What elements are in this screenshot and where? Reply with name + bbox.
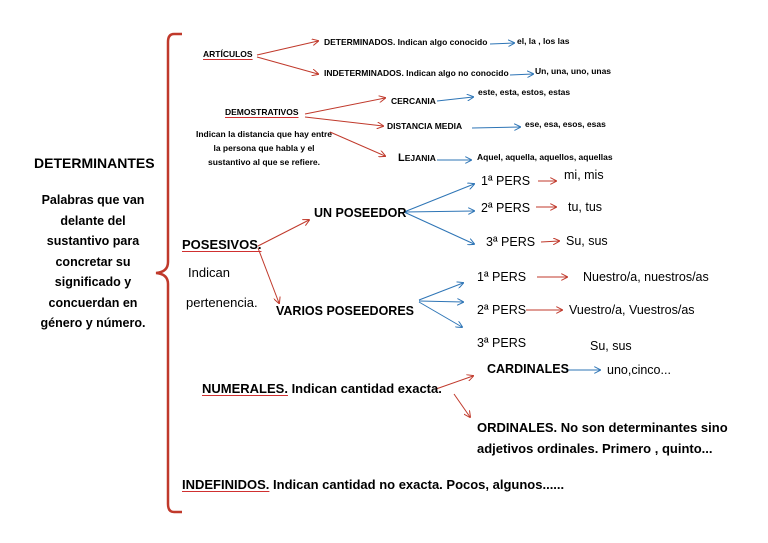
indefinidos-label: INDEFINIDOS. — [182, 477, 270, 492]
demostrativos-desc-line: la persona que habla y el — [213, 143, 315, 153]
root-desc-line: Palabras que van — [41, 193, 145, 207]
un-pers-3-examples: Su, sus — [566, 234, 608, 248]
arrow-varios-1 — [419, 283, 463, 300]
varios-pers-1-examples: Nuestro/a, nuestros/as — [583, 270, 709, 284]
varios-poseedores-label: VARIOS POSEEDORES — [276, 304, 414, 318]
posesivos-label: POSESIVOS. — [182, 237, 262, 252]
demostrativos-label: DEMOSTRATIVOS — [225, 107, 299, 117]
arrow-demostrativos-cercania — [305, 98, 385, 114]
root-desc-line: sustantivo para — [46, 234, 140, 248]
indefinidos-desc: Indican cantidad no exacta. Pocos, algunos...... — [269, 477, 565, 492]
lejania-label — [398, 152, 436, 165]
indefinidos-line — [182, 478, 564, 493]
indeterminados-examples: Un, una, uno, unas — [535, 66, 612, 76]
varios-pers-2: 2ª PERS — [477, 303, 527, 317]
arrow-numerales-ordinales — [454, 394, 470, 417]
arrow-posesivos-varios — [258, 248, 279, 303]
un-pers-1-examples: mi, mis — [564, 168, 604, 182]
posesivos-desc-1: Indican — [188, 265, 230, 280]
ordinales-line: adjetivos ordinales. Primero , quinto... — [477, 441, 713, 456]
lejania-cap: L — [398, 152, 405, 164]
posesivos-desc-2: pertenencia. — [186, 295, 258, 310]
ordinales-line: ORDINALES. No son determinantes sino — [477, 420, 728, 435]
un-pers-2-examples: tu, tus — [568, 200, 603, 214]
varios-pers-3-examples: Su, sus — [590, 339, 632, 353]
root-description — [28, 190, 158, 334]
determinados-examples: el, la , los las — [517, 36, 570, 46]
media-examples: ese, esa, esos, esas — [525, 119, 606, 129]
arrow-un-3 — [404, 212, 474, 244]
varios-pers-3: 3ª PERS — [477, 336, 527, 350]
root-desc-line: delante del — [60, 213, 126, 228]
demostrativos-description — [189, 127, 339, 169]
cardinales-label: CARDINALES — [487, 362, 569, 376]
root-desc-line: significado y — [54, 275, 132, 289]
root-desc-line: concuerdan en — [48, 295, 138, 310]
arrow-cercania-ex — [437, 97, 473, 101]
cercania-label: CERCANIA — [391, 96, 436, 106]
indeterminados-label: INDETERMINADOS. Indican algo no conocido — [324, 68, 509, 78]
articulos-label: ARTÍCULOS — [203, 49, 253, 59]
media-label: DISTANCIA MEDIA — [387, 121, 463, 131]
varios-pers-2-examples: Vuestro/a, Vuestros/as — [569, 303, 695, 317]
arrow-determinados-ex — [490, 43, 514, 44]
main-bracket — [156, 34, 182, 512]
arrow-indeterminados-ex — [510, 74, 533, 75]
arrow-demostrativos-media — [305, 117, 383, 126]
demostrativos-desc-line: sustantivo al que se refiere. — [208, 157, 320, 167]
varios-pers-1: 1ª PERS — [477, 270, 527, 284]
root-desc-line: género y número. — [40, 316, 146, 330]
ordinales-block — [477, 417, 728, 459]
arrow-un-3-ex — [541, 241, 559, 242]
arrow-varios-3 — [419, 302, 462, 327]
root-title: DETERMINANTES — [34, 155, 155, 171]
lejania-rest: EJANIA — [404, 153, 436, 163]
arrow-posesivos-un — [258, 220, 309, 246]
arrow-articulos-indeterminados — [257, 57, 318, 74]
numerales-desc: Indican cantidad exacta. — [287, 381, 442, 396]
arrow-varios-2 — [419, 301, 463, 302]
arrow-un-1 — [404, 184, 474, 212]
determinados-label: DETERMINADOS. Indican algo conocido — [324, 37, 488, 47]
root-desc-line: concretar su — [55, 254, 131, 269]
arrow-un-2 — [404, 211, 474, 212]
un-pers-1: 1ª PERS — [481, 174, 531, 188]
un-poseedor-label: UN POSEEDOR — [314, 206, 407, 220]
arrow-articulos-determinados — [257, 41, 318, 55]
numerales-line — [202, 382, 442, 397]
lejania-examples: Aquel, aquella, aquellos, aquellas — [477, 152, 613, 162]
numerales-label: NUMERALES. — [202, 381, 288, 396]
demostrativos-desc-line: Indican la distancia que hay entre — [195, 129, 333, 139]
cardinales-examples: uno,cinco... — [607, 363, 671, 377]
arrow-media-ex — [472, 127, 520, 128]
cercania-examples: este, esta, estos, estas — [478, 87, 571, 97]
un-pers-3: 3ª PERS — [486, 235, 536, 249]
un-pers-2: 2ª PERS — [481, 201, 531, 215]
